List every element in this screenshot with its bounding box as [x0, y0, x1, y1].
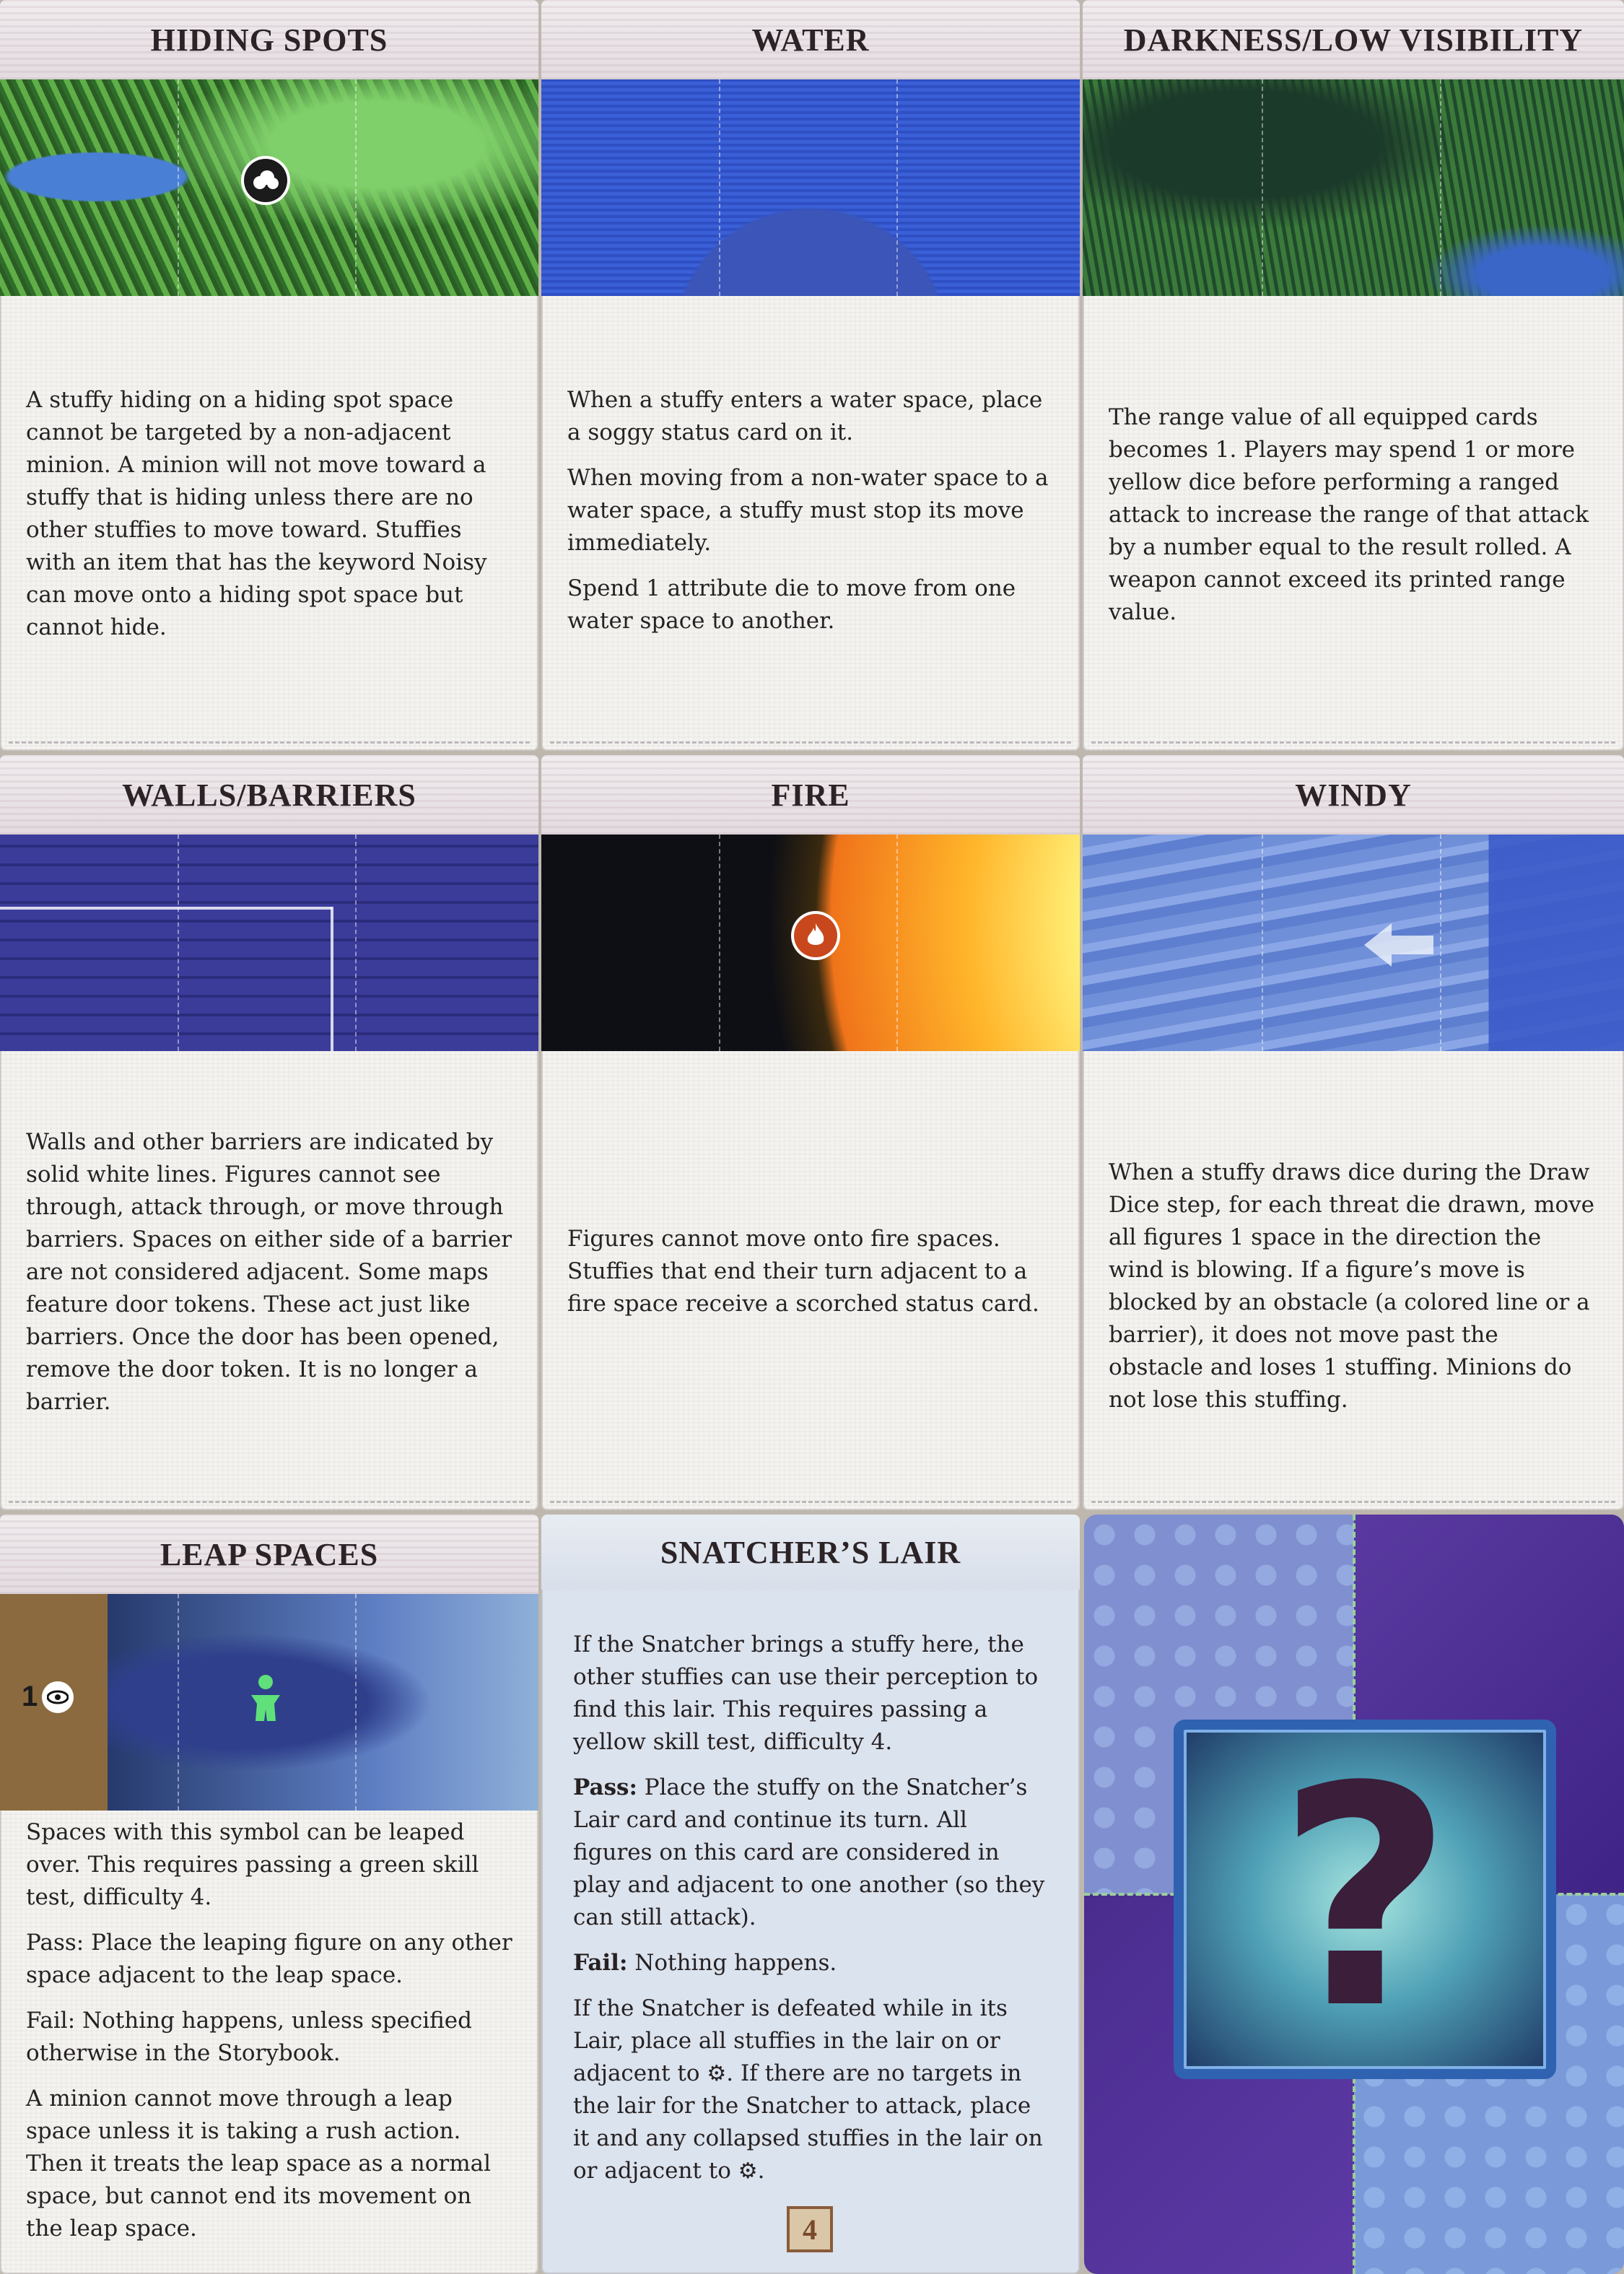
- card-title: FIRE: [771, 777, 850, 813]
- card-title-bar: [1083, 0, 1624, 79]
- fail-text: Nothing happens.: [627, 1950, 837, 1976]
- card-title: SNATCHER’S LAIR: [660, 1534, 961, 1570]
- eye-icon: [42, 1681, 74, 1713]
- leap-badge-number: 1: [22, 1681, 38, 1712]
- card-windy: [1083, 755, 1624, 1510]
- card-stitch: [1091, 741, 1615, 744]
- card-text: When a stuffy enters a water space, place a soggy status card on it.: [567, 387, 1043, 445]
- card-title: DARKNESS/LOW VISIBILITY: [1123, 22, 1584, 58]
- card-body: [567, 1223, 1054, 1333]
- card-title-bar: [541, 755, 1080, 835]
- card-title-bar: [541, 0, 1080, 79]
- card-water: [541, 0, 1080, 751]
- pass-text: Place the stuffy on the Snatcher’s Lair card and continue its turn. All figures on this card are considered in play and adjacent to one another (so they can still attack).: [573, 1774, 1045, 1930]
- card-text: The range value of all equipped cards becomes 1. Players may spend 1 or more yellow dice before performing a ranged attack to increase the range of that attack by a number equal to the result rolled. A weapon cannot exceed its printed range value.: [1109, 404, 1589, 625]
- hiding-spot-icon: [244, 159, 287, 202]
- card-text-part: .: [757, 2158, 765, 2184]
- card-title: WINDY: [1295, 777, 1412, 813]
- card-title-bar: [0, 755, 538, 835]
- card-text: Fail: Nothing happens, unless specified otherwise in the Storybook.: [26, 2008, 472, 2066]
- card-text: When a stuffy draws dice during the Draw Dice step, for each threat die drawn, move all figures 1 space in the direction the wind is blowing. If a figure’s move is blocked by an obstacle (a colored line or a barrier), it does not move past the obstacle and loses 1 stuffing. Minions do not lose this stuffing.: [1109, 1159, 1595, 1413]
- card-text-part: If the Snatcher is defeated while in its Lair, place all stuffies in the lair on or adjacent to: [573, 1995, 1008, 2086]
- card-hiding-spots: [0, 0, 538, 751]
- card-text: A minion cannot move through a leap space unless it is taking a rush action. Then it treats the leap space as a normal space, but cannot end its movement on the leap space.: [26, 2086, 492, 2242]
- card-art-hiding: [0, 79, 538, 296]
- card-art-leap: [0, 1594, 538, 1811]
- card-pass: [573, 1772, 1051, 1934]
- card-stitch: [550, 1501, 1071, 1503]
- wall-line: [0, 907, 332, 910]
- card-art-windy: [1083, 835, 1624, 1051]
- card-art-walls: [0, 835, 538, 1051]
- leap-figure-icon: [245, 1673, 286, 1727]
- card-stitch: [9, 741, 530, 744]
- card-stitch: [9, 1501, 530, 1503]
- wall-line: [331, 907, 333, 1051]
- card-text: Pass: Place the leaping figure on any other space adjacent to the leap space.: [26, 1930, 512, 1988]
- card-text: Walls and other barriers are indicated by solid white lines. Figures cannot see through, attack through, or move through barriers. Spaces on either side of a barrier are not considered adjacent. Some maps feature door tokens. These act just like barriers. Once the door has been opened, remove the door token. It is no longer a barrier.: [26, 1129, 512, 1415]
- fail-label: Fail:: [573, 1950, 628, 1976]
- wind-arrow-icon: [1364, 920, 1436, 973]
- card-title-bar: [0, 1515, 538, 1594]
- card-title: LEAP SPACES: [160, 1536, 379, 1572]
- card-back: [1084, 1515, 1624, 2274]
- card-title-bar: [541, 1515, 1080, 1590]
- card-snatchers-lair: [541, 1515, 1080, 2274]
- card-text-part: . If there are no targets in the lair for the Snatcher to attack, place it and any collapsed stuffies in the lair on or adjacent to: [573, 2060, 1043, 2184]
- card-text: Spaces with this symbol can be leaped over. This requires passing a green skill test, difficulty 4.: [26, 1819, 479, 1910]
- card-text: A stuffy hiding on a hiding spot space cannot be targeted by a non-adjacent minion. A minion will not move toward a stuffy that is hiding unless there are no other stuffies to move toward. Stuffies with an item that has the keyword Noisy can move onto a hiding spot space but cannot hide.: [26, 387, 487, 640]
- card-text: Figures cannot move onto fire spaces. Stuffies that end their turn adjacent to a fire space receive a scorched status card.: [567, 1226, 1039, 1317]
- portal-icon: ⚙︎: [738, 2158, 758, 2184]
- card-body: [1109, 401, 1598, 642]
- card-text: [573, 1992, 1051, 2187]
- card-body: [1109, 1156, 1598, 1429]
- card-text: If the Snatcher brings a stuffy here, the other stuffies can use their perception to find this lair. This requires passing a yellow skill test, difficulty 4.: [573, 1632, 1039, 1755]
- card-title-bar: [0, 0, 538, 79]
- card-body: [573, 1629, 1051, 2200]
- card-text: When moving from a non-water space to a water space, a stuffy must stop its move immediately.: [567, 465, 1049, 556]
- pass-label: Pass:: [573, 1774, 637, 1800]
- card-title: WATER: [751, 22, 870, 58]
- portal-icon: ⚙︎: [707, 2061, 727, 2086]
- card-text: Spend 1 attribute die to move from one water space to another.: [567, 575, 1016, 634]
- card-fire: [541, 755, 1080, 1510]
- card-body: [567, 384, 1054, 650]
- page-number: 4: [787, 2206, 833, 2252]
- card-walls: [0, 755, 538, 1510]
- card-body: [26, 1126, 512, 1432]
- card-title-bar: [1083, 755, 1624, 835]
- fire-icon: [794, 914, 837, 957]
- card-art-fire: [541, 835, 1080, 1051]
- card-title: HIDING SPOTS: [150, 22, 388, 58]
- card-darkness: [1083, 0, 1624, 751]
- card-body: [26, 384, 512, 657]
- card-art-water: [541, 79, 1080, 296]
- leap-badge: [22, 1681, 74, 1713]
- card-stitch: [1091, 1501, 1615, 1503]
- card-leap-spaces: [0, 1515, 538, 2274]
- card-art-darkness: [1083, 79, 1624, 296]
- card-body: [26, 1816, 512, 2258]
- back-center-patch: [1174, 1720, 1556, 2079]
- question-mark-icon: ?: [1277, 1722, 1453, 2075]
- card-stitch: [550, 741, 1071, 744]
- card-fail: [573, 1947, 1051, 1979]
- card-title: WALLS/BARRIERS: [122, 777, 416, 813]
